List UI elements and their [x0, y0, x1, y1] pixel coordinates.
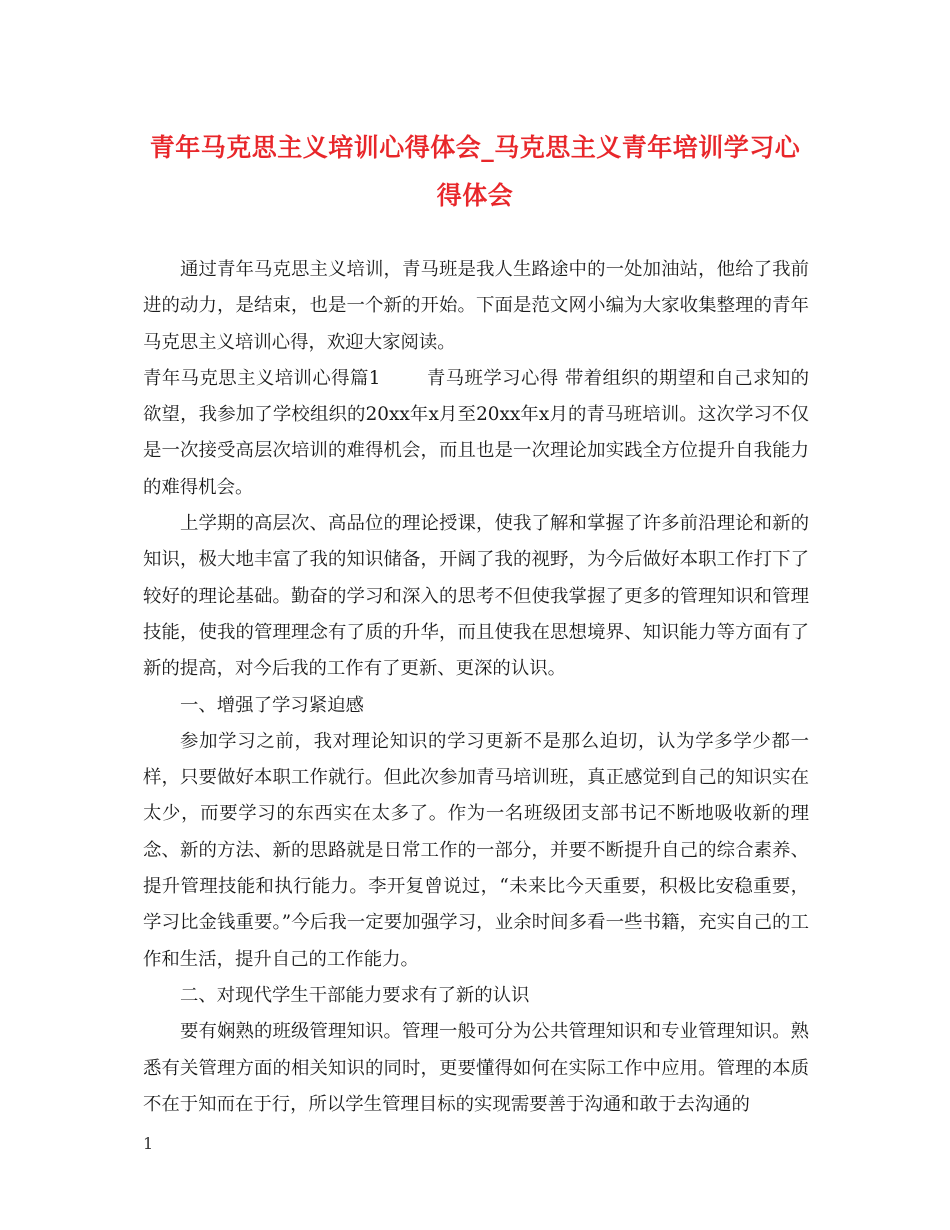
- heading-2: 二、对现代学生干部能力要求有了新的认识: [180, 984, 530, 1006]
- paragraph-2: 上学期的高层次、高品位的理论授课，使我了解和掌握了许多前沿理论和新的知识，极大地丰富了我的知识储备，开阔了我的视野，为今后做好本职工作打下了较好的理论基础。勤奋的学习和深入的思考不但使我掌握了更多的管理知识和管理技能，使我的管理理念有了质的升华，而且使我在思想境界、知识能力等方面有了新的提高，对今后我的工作有了更新、更深的认识。: [143, 513, 809, 680]
- paragraph-4: 要有娴熟的班级管理知识。管理一般可分为公共管理知识和专业管理知识。熟悉有关管理方面的相关知识的同时，更要懂得如何在实际工作中应用。管理的本质不在于知而在于行，所以学生管理目标的实现需要善于沟通和敢于去沟通的: [143, 1021, 809, 1115]
- page-number: 1: [143, 1134, 154, 1153]
- heading-1: 一、增强了学习紧迫感: [180, 694, 364, 716]
- section-label: 青年马克思主义培训心得篇1: [143, 367, 381, 389]
- section-paragraph: [143, 361, 809, 506]
- intro-paragraph: 通过青年马克思主义培训，青马班是我人生路途中的一处加油站，他给了我前进的动力，是结束，也是一个新的开始。下面是范文网小编为大家收集整理的青年马克思主义培训心得，欢迎大家阅读。: [143, 259, 809, 353]
- document-title: 青年马克思主义培训心得体会_马克思主义青年培训学习心得体会: [149, 133, 801, 210]
- section-text: 青马班学习心得 带着组织的期望和自己求知的欲望，我参加了学校组织的20xx年x月至20xx年x月的青马班培训。这次学习不仅是一次接受高层次培训的难得机会，而且也是一次理论加实践全方位提升自我能力的难得机会。: [143, 367, 809, 498]
- paragraph-3: 参加学习之前，我对理论知识的学习更新不是那么迫切，认为学多学少都一样，只要做好本职工作就行。但此次参加青马培训班，真正感觉到自己的知识实在太少，而要学习的东西实在太多了。作为一名班级团支部书记不断地吸收新的理念、新的方法、新的思路就是日常工作的一部分，并要不断提升自己的综合素养、提升管理技能和执行能力。李开复曾说过，“未来比今天重要，积极比安稳重要，学习比金钱重要。”今后我一定要加强学习，业余时间多看一些书籍，充实自己的工作和生活，提升自己的工作能力。: [143, 730, 809, 970]
- document-body: [143, 252, 809, 1123]
